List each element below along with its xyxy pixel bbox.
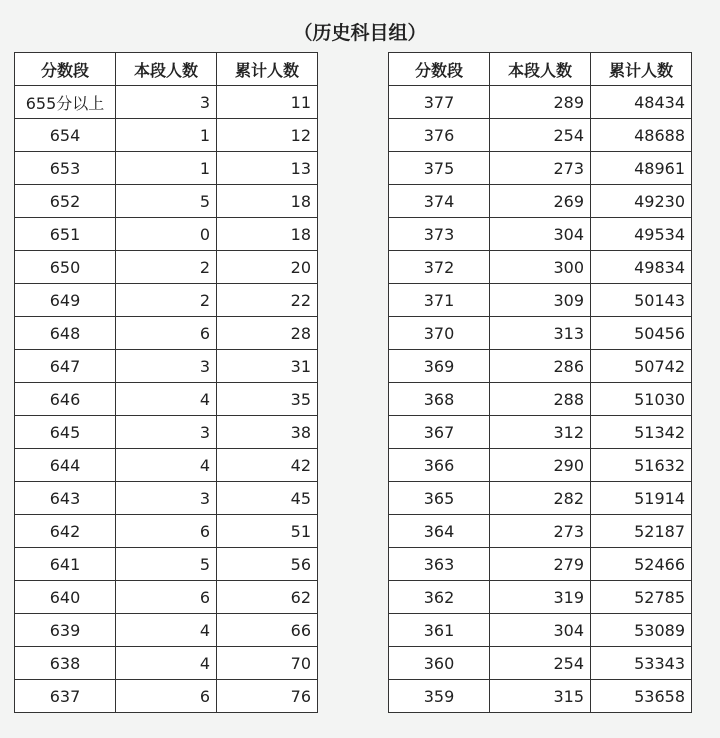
cell-cumulative-count: 56 — [217, 548, 318, 581]
cell-score-segment: 359 — [389, 680, 490, 713]
cell-segment-count: 6 — [116, 317, 217, 350]
cell-score-segment: 642 — [15, 515, 116, 548]
table-row — [389, 86, 692, 119]
table-row — [15, 152, 318, 185]
cell-score-segment: 371 — [389, 284, 490, 317]
cell-score-segment: 362 — [389, 581, 490, 614]
cell-score-segment: 372 — [389, 251, 490, 284]
table-row — [389, 449, 692, 482]
cell-segment-count: 4 — [116, 614, 217, 647]
cell-segment-count: 288 — [490, 383, 591, 416]
table-header-row — [15, 53, 318, 86]
cell-score-segment: 639 — [15, 614, 116, 647]
cell-segment-count: 304 — [490, 218, 591, 251]
table-row — [15, 548, 318, 581]
cell-cumulative-count: 18 — [217, 218, 318, 251]
cell-segment-count: 319 — [490, 581, 591, 614]
cell-score-segment: 641 — [15, 548, 116, 581]
table-row — [389, 680, 692, 713]
cell-score-segment: 651 — [15, 218, 116, 251]
table-row — [15, 416, 318, 449]
cell-score-segment: 643 — [15, 482, 116, 515]
cell-score-segment: 640 — [15, 581, 116, 614]
cell-cumulative-count: 51342 — [591, 416, 692, 449]
header-segment-count: 本段人数 — [490, 53, 591, 86]
cell-cumulative-count: 62 — [217, 581, 318, 614]
cell-segment-count: 315 — [490, 680, 591, 713]
cell-segment-count: 3 — [116, 482, 217, 515]
cell-score-segment: 647 — [15, 350, 116, 383]
cell-score-segment: 644 — [15, 449, 116, 482]
table-row — [389, 482, 692, 515]
header-segment-count: 本段人数 — [116, 53, 217, 86]
cell-score-segment: 367 — [389, 416, 490, 449]
table-row — [389, 383, 692, 416]
table-row — [15, 614, 318, 647]
cell-score-segment: 652 — [15, 185, 116, 218]
cell-score-segment: 637 — [15, 680, 116, 713]
table-row — [15, 581, 318, 614]
cell-segment-count: 0 — [116, 218, 217, 251]
cell-segment-count: 1 — [116, 119, 217, 152]
cell-cumulative-count: 18 — [217, 185, 318, 218]
cell-score-segment: 649 — [15, 284, 116, 317]
table-row — [15, 350, 318, 383]
cell-segment-count: 4 — [116, 449, 217, 482]
cell-score-segment: 369 — [389, 350, 490, 383]
score-table-right — [388, 52, 692, 713]
table-row — [389, 647, 692, 680]
table-row — [15, 515, 318, 548]
cell-cumulative-count: 53089 — [591, 614, 692, 647]
cell-segment-count: 273 — [490, 515, 591, 548]
cell-segment-count: 304 — [490, 614, 591, 647]
cell-cumulative-count: 70 — [217, 647, 318, 680]
table-row — [389, 317, 692, 350]
cell-segment-count: 5 — [116, 548, 217, 581]
table-row — [15, 119, 318, 152]
table-row — [389, 119, 692, 152]
table-row — [15, 383, 318, 416]
table-row — [15, 251, 318, 284]
cell-score-segment: 645 — [15, 416, 116, 449]
cell-score-segment: 368 — [389, 383, 490, 416]
cell-score-segment: 374 — [389, 185, 490, 218]
cell-score-segment: 655分以上 — [15, 86, 116, 119]
table-row — [389, 416, 692, 449]
cell-cumulative-count: 51914 — [591, 482, 692, 515]
table-row — [15, 647, 318, 680]
table-row — [389, 614, 692, 647]
cell-segment-count: 3 — [116, 86, 217, 119]
cell-score-segment: 365 — [389, 482, 490, 515]
table-row — [15, 86, 318, 119]
table-row — [389, 581, 692, 614]
cell-segment-count: 286 — [490, 350, 591, 383]
cell-cumulative-count: 48961 — [591, 152, 692, 185]
cell-cumulative-count: 50143 — [591, 284, 692, 317]
cell-cumulative-count: 50456 — [591, 317, 692, 350]
cell-score-segment: 650 — [15, 251, 116, 284]
cell-cumulative-count: 51030 — [591, 383, 692, 416]
cell-segment-count: 282 — [490, 482, 591, 515]
cell-score-segment: 377 — [389, 86, 490, 119]
cell-cumulative-count: 22 — [217, 284, 318, 317]
cell-cumulative-count: 52785 — [591, 581, 692, 614]
cell-segment-count: 313 — [490, 317, 591, 350]
table-row — [15, 680, 318, 713]
table-row — [15, 284, 318, 317]
cell-segment-count: 273 — [490, 152, 591, 185]
cell-cumulative-count: 31 — [217, 350, 318, 383]
cell-segment-count: 3 — [116, 350, 217, 383]
cell-cumulative-count: 49230 — [591, 185, 692, 218]
cell-cumulative-count: 52187 — [591, 515, 692, 548]
cell-cumulative-count: 49534 — [591, 218, 692, 251]
cell-segment-count: 5 — [116, 185, 217, 218]
table-row — [15, 218, 318, 251]
cell-score-segment: 653 — [15, 152, 116, 185]
cell-cumulative-count: 11 — [217, 86, 318, 119]
cell-cumulative-count: 12 — [217, 119, 318, 152]
table-row — [389, 152, 692, 185]
table-row — [389, 218, 692, 251]
cell-score-segment: 366 — [389, 449, 490, 482]
cell-cumulative-count: 35 — [217, 383, 318, 416]
cell-segment-count: 254 — [490, 119, 591, 152]
cell-cumulative-count: 48434 — [591, 86, 692, 119]
cell-segment-count: 2 — [116, 284, 217, 317]
cell-segment-count: 290 — [490, 449, 591, 482]
cell-segment-count: 4 — [116, 647, 217, 680]
cell-segment-count: 6 — [116, 581, 217, 614]
cell-segment-count: 309 — [490, 284, 591, 317]
table-row — [15, 317, 318, 350]
header-cumulative-count: 累计人数 — [591, 53, 692, 86]
cell-cumulative-count: 28 — [217, 317, 318, 350]
cell-score-segment: 376 — [389, 119, 490, 152]
cell-score-segment: 364 — [389, 515, 490, 548]
header-score-segment: 分数段 — [389, 53, 490, 86]
cell-score-segment: 360 — [389, 647, 490, 680]
cell-cumulative-count: 38 — [217, 416, 318, 449]
cell-cumulative-count: 48688 — [591, 119, 692, 152]
cell-segment-count: 312 — [490, 416, 591, 449]
page-title: （历史科目组） — [293, 22, 427, 44]
header-score-segment: 分数段 — [15, 53, 116, 86]
table-row — [389, 251, 692, 284]
table-row — [389, 284, 692, 317]
table-row — [389, 185, 692, 218]
cell-cumulative-count: 42 — [217, 449, 318, 482]
table-row — [389, 548, 692, 581]
cell-segment-count: 269 — [490, 185, 591, 218]
cell-score-segment: 373 — [389, 218, 490, 251]
table-row — [15, 482, 318, 515]
cell-cumulative-count: 53343 — [591, 647, 692, 680]
cell-cumulative-count: 13 — [217, 152, 318, 185]
cell-score-segment: 375 — [389, 152, 490, 185]
cell-score-segment: 361 — [389, 614, 490, 647]
cell-segment-count: 300 — [490, 251, 591, 284]
cell-segment-count: 3 — [116, 416, 217, 449]
cell-score-segment: 638 — [15, 647, 116, 680]
cell-cumulative-count: 49834 — [591, 251, 692, 284]
cell-segment-count: 1 — [116, 152, 217, 185]
cell-cumulative-count: 76 — [217, 680, 318, 713]
table-row — [15, 185, 318, 218]
header-cumulative-count: 累计人数 — [217, 53, 318, 86]
cell-segment-count: 6 — [116, 680, 217, 713]
cell-score-segment: 370 — [389, 317, 490, 350]
cell-cumulative-count: 20 — [217, 251, 318, 284]
cell-segment-count: 2 — [116, 251, 217, 284]
table-row — [389, 515, 692, 548]
cell-score-segment: 363 — [389, 548, 490, 581]
cell-cumulative-count: 51 — [217, 515, 318, 548]
cell-score-segment: 646 — [15, 383, 116, 416]
cell-cumulative-count: 66 — [217, 614, 318, 647]
cell-segment-count: 6 — [116, 515, 217, 548]
score-table-left — [14, 52, 318, 713]
cell-cumulative-count: 45 — [217, 482, 318, 515]
table-header-row — [389, 53, 692, 86]
cell-cumulative-count: 52466 — [591, 548, 692, 581]
cell-score-segment: 654 — [15, 119, 116, 152]
cell-score-segment: 648 — [15, 317, 116, 350]
table-row — [15, 449, 318, 482]
cell-cumulative-count: 51632 — [591, 449, 692, 482]
cell-segment-count: 289 — [490, 86, 591, 119]
cell-segment-count: 279 — [490, 548, 591, 581]
cell-segment-count: 4 — [116, 383, 217, 416]
cell-cumulative-count: 53658 — [591, 680, 692, 713]
cell-cumulative-count: 50742 — [591, 350, 692, 383]
cell-segment-count: 254 — [490, 647, 591, 680]
table-row — [389, 350, 692, 383]
